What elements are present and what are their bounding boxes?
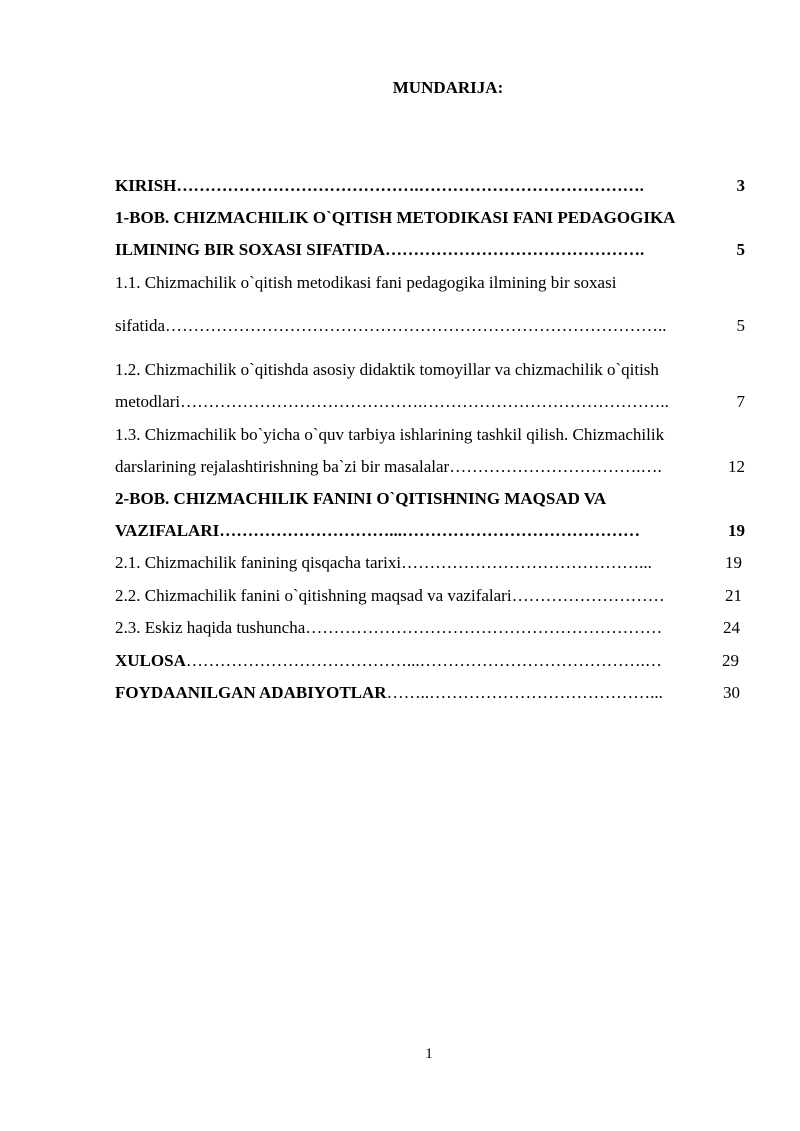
toc-entry-2-1 [115,553,742,573]
toc-page-number: 30 [723,683,740,702]
toc-leader-dots: …………………………………….…………………………………….. [180,392,669,411]
toc-entry-kirish [115,176,745,196]
toc-page-number: 19 [725,553,742,572]
toc-entry-text: 1-BOB. CHIZMACHILIK O`QITISH METODIKASI FANI PEDAGOGIKA [115,208,676,227]
toc-entry-text: darslarining rejalashtirishning ba`zi bir masalalar [115,457,450,476]
toc-leader-dots: ……………………… [511,586,665,605]
toc-entry-text: 1.2. Chizmachilik o`qitishda asosiy didaktik tomoyillar va chizmachilik o`qitish [115,360,659,379]
toc-entry-text: metodlari [115,392,181,411]
toc-leader-dots: ………………………………………. [385,240,645,259]
toc-entry-chapter-1-line-2 [115,240,745,260]
toc-page-number: 5 [736,240,745,259]
toc-entry-text: ILMINING BIR SOXASI SIFATIDA [115,240,386,259]
toc-entry-text: 2.1. Chizmachilik fanining qisqacha tarixi [115,553,402,572]
toc-page-number: 12 [728,457,745,476]
toc-entry-text: 2.3. Eskiz haqida tushuncha [115,618,306,637]
toc-entry-chapter-1-line-1 [115,208,755,228]
toc-leader-dots: …………………………….…. [449,457,662,476]
toc-leader-dots: ……………………………………………………… [305,618,663,637]
toc-page-number: 7 [736,392,745,411]
toc-entry-text: FOYDAANILGAN ADABIYOTLAR [115,683,387,702]
toc-entry-1-2-line-2 [115,392,745,412]
toc-leader-dots: …………………………………………………………………………….. [165,316,667,335]
toc-entry-text: 1.1. Chizmachilik o`qitish metodikasi fani pedagogika ilmining bir soxasi [115,273,617,292]
toc-leader-dots: …………………………………...………………………………….… [185,651,662,670]
toc-leader-dots: …………………………...…………………………………… [219,521,640,540]
toc-entry-1-3-line-1 [115,425,755,445]
toc-entry-text: 2.2. Chizmachilik fanini o`qitishning maqsad va vazifalari [115,586,512,605]
toc-entry-text: KIRISH [115,176,177,195]
toc-entry-chapter-2-line-2 [115,521,745,541]
page-title: MUNDARIJA: [392,78,504,97]
toc-entry-chapter-2-line-1 [115,489,745,509]
toc-entry-text: VAZIFALARI [115,521,220,540]
toc-entry-1-1-line-1 [115,273,745,293]
toc-entry-adabiyotlar [115,683,740,703]
toc-page-number: 5 [736,316,745,335]
toc-page-number: 21 [725,586,742,605]
toc-entry-1-3-line-2 [115,457,745,477]
toc-page-number: 24 [723,618,740,637]
toc-entry-1-1-line-2 [115,316,745,336]
toc-entry-2-3 [115,618,740,638]
toc-entry-2-2 [115,586,742,606]
page-number: 1 [425,1046,433,1062]
toc-leader-dots: ……..…………………………………... [386,683,663,702]
toc-entry-1-2-line-1 [115,360,755,380]
toc-entry-xulosa [115,651,739,671]
toc-leader-dots: …………………………………….…………………………………. [176,176,644,195]
toc-entry-text: sifatida [115,316,166,335]
toc-leader-dots: ……………………………………... [401,553,652,572]
toc-page-number: 19 [728,521,745,540]
toc-entry-text: 2-BOB. CHIZMACHILIK FANINI O`QITISHNING MAQSAD VA [115,489,607,508]
toc-entry-text: 1.3. Chizmachilik bo`yicha o`quv tarbiya ishlarining tashkil qilish. Chizmachilik [115,425,665,444]
toc-page-number: 29 [722,651,739,670]
toc-entry-text: XULOSA [115,651,186,670]
toc-page-number: 3 [736,176,745,195]
